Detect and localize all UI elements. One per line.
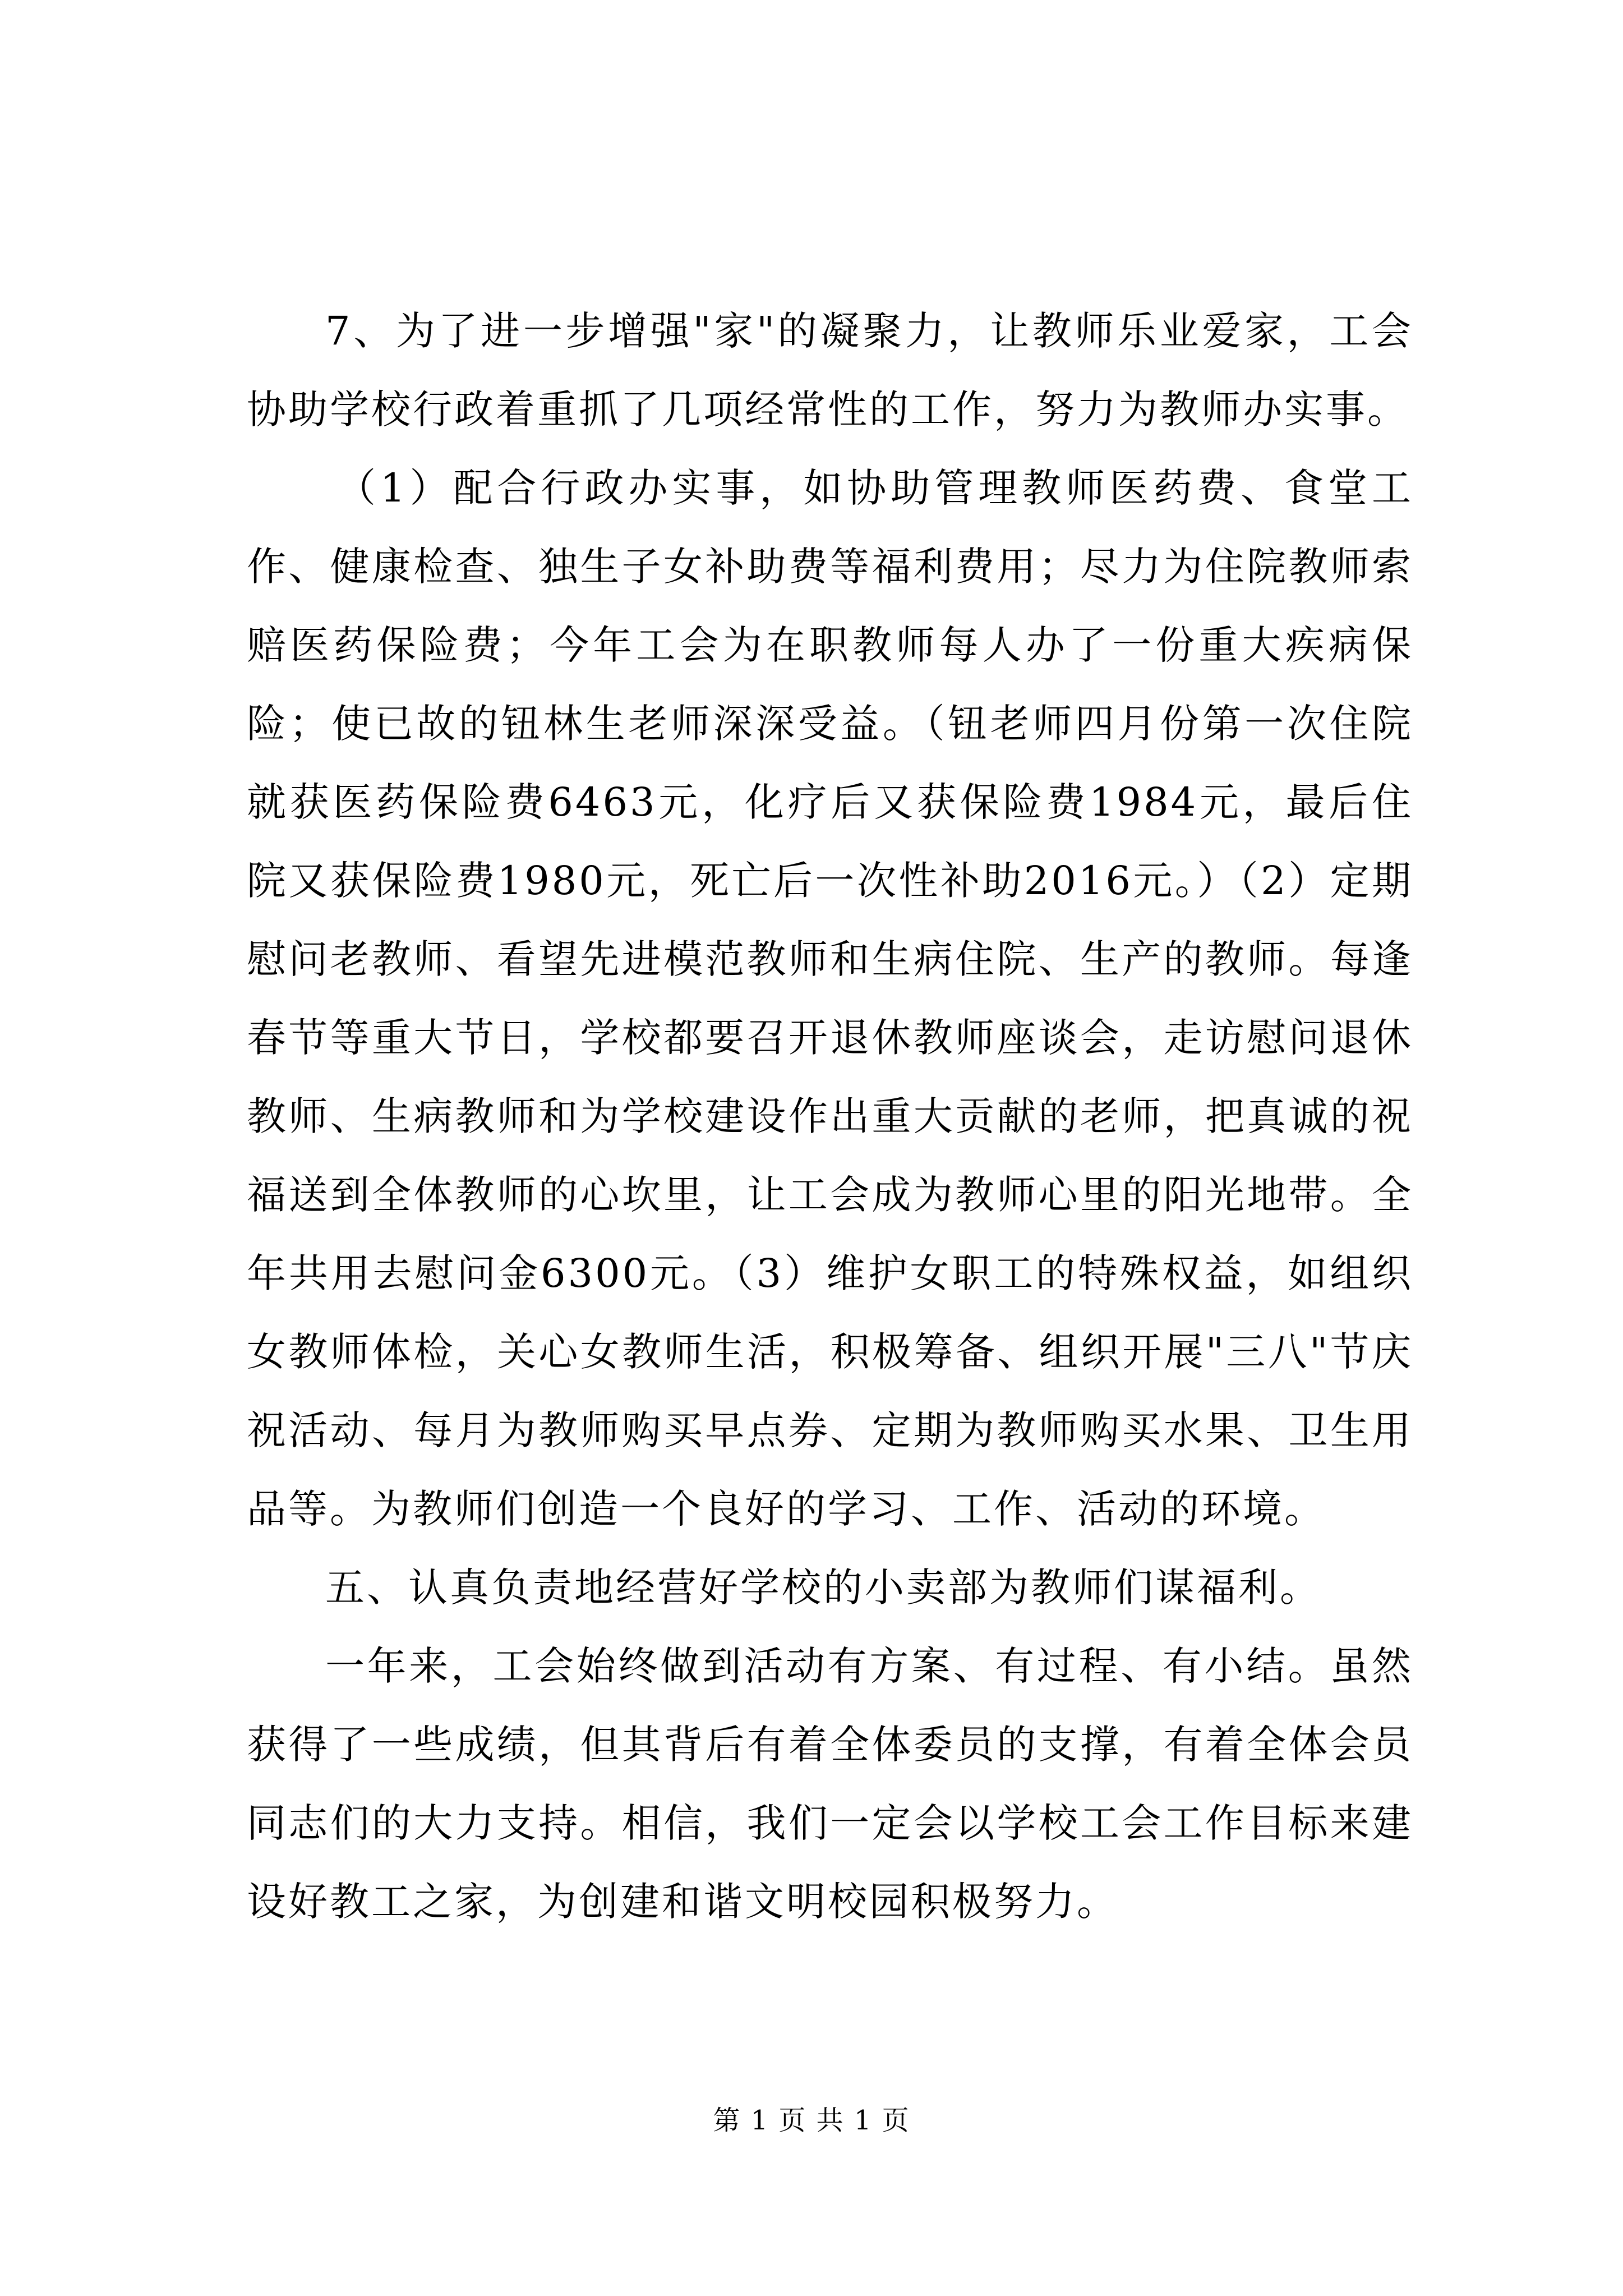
page-footer: 第 1 页 共 1 页 <box>713 2105 910 2136</box>
paragraph-welfare-details: （1）配合行政办实事，如协助管理教师医药费、食堂工作、健康检查、独生子女补助费等福利费用；尽力为住院教师索赔医药保险费；今年工会为在职教师每人办了一份重大疾病保险；使已故的钮林生老师深深受益。（钮老师四月份第一次住院就获医药保险费6463元，化疗后又获保险费1984元，最后住院又获保险费1980元，死亡后一次性补助2016元。）（2）定期慰问老教师、看望先进模范教师和生病住院、生产的教师。每逢春节等重大节日，学校都要召开退休教师座谈会，走访慰问退休教师、生病教师和为学校建设作出重大贡献的老师，把真诚的祝福送到全体教师的心坎里，让工会成为教师心里的阳光地带。全年共用去慰问金6300元。（3）维护女职工的特殊权益，如组织女教师体检，关心女教师生活，积极筹备、组织开展"三八"节庆祝活动、每月为教师购买早点券、定期为教师购买水果、卫生用品等。为教师们创造一个良好的学习、工作、活动的环境。 <box>247 465 1413 1532</box>
paragraph-union-cohesion: 7、为了进一步增强"家"的凝聚力，让教师乐业爱家，工会协助学校行政着重抓了几项经常性的工作，努力为教师办实事。 <box>247 308 1413 432</box>
paragraph-conclusion: 一年来，工会始终做到活动有方案、有过程、有小结。虽然获得了一些成绩，但其背后有着全体委员的支撑，有着全体会员同志们的大力支持。相信，我们一定会以学校工会工作目标来建设好教工之家，为创建和谐文明校园积极努力。 <box>247 1643 1413 1925</box>
document-body <box>247 292 1413 1941</box>
paragraph-section-five: 五、认真负责地经营好学校的小卖部为教师们谋福利。 <box>325 1565 1321 1611</box>
